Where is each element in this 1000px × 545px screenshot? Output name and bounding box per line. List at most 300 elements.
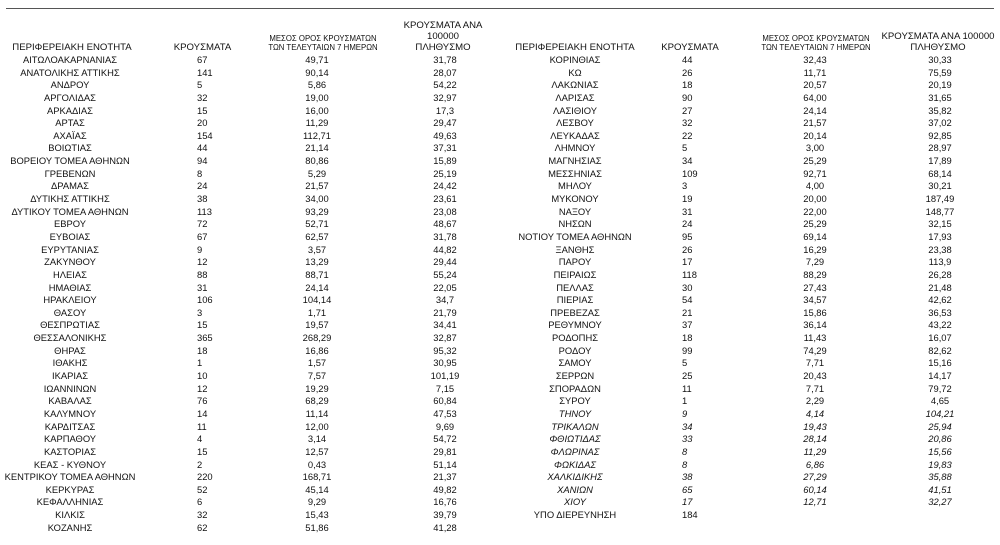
per100k-cell: 32,27 [928,496,952,508]
per100k-cell: 48,67 [433,218,457,230]
region-name-cell: ΞΑΝΘΗΣ [555,243,595,255]
avg7-cell: 19,00 [305,91,329,103]
per100k-cell: 24,42 [433,180,457,192]
per100k-cell: 28,07 [433,66,457,78]
per100k-cell: 9,69 [435,420,455,432]
per100k-cell: 82,62 [928,344,952,356]
region-name-cell: ΦΩΚΙΔΑΣ [554,458,596,470]
header-avg7-line1: ΜΕΣΟΣ ΟΡΟΣ ΚΡΟΥΣΜΑΤΩΝ [269,34,377,44]
cases-cell: 5 [682,142,688,154]
per100k-cell: 29,81 [433,445,457,457]
table-row [0,142,500,155]
table-row [500,332,1000,345]
per100k-cell: 49,82 [433,483,457,495]
table-row [0,92,500,105]
avg7-cell: 15,43 [305,509,329,521]
cases-cell: 11 [197,420,207,432]
avg7-cell: 168,71 [302,471,332,483]
avg7-cell: 16,29 [803,243,827,255]
table-row [0,180,500,193]
region-name-cell: ΚΩ [568,66,582,78]
region-name-cell: ΔΥΤΙΚΗΣ ΑΤΤΙΚΗΣ [30,193,110,205]
table-row [500,117,1000,130]
table-row [500,130,1000,143]
per100k-cell: 41,51 [928,483,952,495]
avg7-cell: 21,57 [305,180,329,192]
per100k-cell: 37,31 [433,142,457,154]
region-name-cell: ΚΟΡΙΝΘΙΑΣ [549,54,601,65]
avg7-cell: 20,14 [803,129,827,141]
region-name-cell: ΚΕΑΣ - ΚΥΘΝΟΥ [33,458,107,470]
per100k-cell: 49,63 [433,129,457,141]
region-name-cell: ΜΑΓΝΗΣΙΑΣ [548,155,602,167]
avg7-cell: 36,14 [803,319,827,331]
region-name-cell: ΧΙΟΥ [564,496,586,508]
per100k-cell: 31,65 [928,91,952,103]
table-row [0,231,500,244]
cases-cell: 5 [197,79,203,91]
region-name-cell: ΚΑΡΠΑΘΟΥ [43,433,97,445]
avg7-cell: 7,71 [805,382,825,394]
cases-cell: 34 [682,420,693,432]
avg7-cell: 11,29 [305,117,329,129]
per100k-cell: 95,32 [433,344,457,356]
cases-cell: 90 [682,91,693,103]
cases-table-grid [0,19,1000,542]
avg7-cell: 32,43 [803,54,827,65]
table-row [0,433,500,446]
region-name-cell: ΘΕΣΠΡΩΤΙΑΣ [40,319,100,331]
avg7-cell: 60,14 [803,483,827,495]
avg7-cell: 19,29 [305,382,329,394]
cases-cell: 67 [197,230,208,242]
region-name-cell: ΔΥΤΙΚΟΥ ΤΟΜΕΑ ΑΘΗΝΩΝ [11,205,129,217]
avg7-cell: 5,29 [307,167,327,179]
per100k-cell: 16,76 [433,496,457,508]
region-name-cell: ΝΑΞΟΥ [558,205,592,217]
avg7-cell: 12,00 [305,420,329,432]
avg7-cell: 68,29 [305,395,329,407]
per100k-cell: 32,87 [433,332,457,344]
avg7-cell: 92,71 [803,167,827,179]
table-row [0,357,500,370]
per100k-cell: 101,19 [430,370,460,382]
avg7-cell: 12,71 [803,496,827,508]
region-name-cell: ΘΑΣΟΥ [53,306,87,318]
table-row [0,193,500,206]
table-row [0,54,500,67]
per100k-cell: 15,56 [928,445,952,457]
cases-cell: 17 [682,496,693,508]
header-avg7-line1: ΜΕΣΟΣ ΟΡΟΣ ΚΡΟΥΣΜΑΤΩΝ [762,34,870,44]
cases-cell: 365 [197,332,213,344]
per100k-cell: 187,49 [925,193,955,205]
cases-cell: 2 [197,458,203,470]
cases-cell: 24 [197,180,208,192]
header-avg7-line2: ΤΩΝ ΤΕΛΕΥΤΑΙΩΝ 7 ΗΜΕΡΩΝ [761,43,871,53]
avg7-cell: 12,57 [305,445,329,457]
table-row [500,471,1000,484]
cases-cell: 67 [197,54,208,65]
avg7-cell: 88,29 [803,268,827,280]
header-per100k [878,31,998,53]
avg7-cell: 25,29 [803,155,827,167]
avg7-cell: 11,43 [803,332,827,344]
avg7-cell: 1,71 [307,306,327,318]
per100k-cell: 4,65 [930,395,950,407]
avg7-cell: 90,14 [305,66,329,78]
table-row [500,168,1000,181]
region-name-cell: ΛΑΚΩΝΙΑΣ [551,79,599,91]
region-name-cell: ΗΜΑΘΙΑΣ [48,281,92,293]
avg7-cell: 34,57 [803,294,827,306]
region-name-cell: ΑΝΑΤΟΛΙΚΗΣ ΑΤΤΙΚΗΣ [20,66,120,78]
per100k-cell: 20,86 [928,433,952,445]
cases-cell: 38 [682,471,693,483]
table-row [0,421,500,434]
per100k-cell: 32,15 [928,218,952,230]
cases-cell: 6 [197,496,203,508]
per100k-cell: 25,19 [433,167,457,179]
avg7-cell: 112,71 [303,129,331,141]
table-row [0,67,500,80]
cases-cell: 20 [197,117,208,129]
region-name-cell: ΠΑΡΟΥ [558,256,592,268]
cases-cell: 118 [682,268,697,280]
per100k-cell: 15,89 [433,155,457,167]
region-name-cell: ΚΑΡΔΙΤΣΑΣ [44,420,96,432]
per100k-cell: 41,28 [433,521,457,533]
avg7-cell: 21,14 [305,142,329,154]
per100k-cell: 36,53 [928,306,952,318]
table-row [500,496,1000,509]
per100k-cell: 47,53 [433,407,457,419]
region-name-cell: ΝΟΤΙΟΥ ΤΟΜΕΑ ΑΘΗΝΩΝ [518,230,632,242]
per100k-cell: 60,84 [433,395,457,407]
region-name-cell: ΠΡΕΒΕΖΑΣ [550,306,600,318]
table-row [500,92,1000,105]
table-row [500,206,1000,219]
region-name-cell: ΕΥΒΟΙΑΣ [49,230,91,242]
right-table [500,22,1000,522]
region-name-cell: ΛΕΣΒΟΥ [556,117,594,129]
header-per100k-line1: ΚΡΟΥΣΜΑΤΑ ΑΝΑ 100000 [403,19,483,42]
header-cases: ΚΡΟΥΣΜΑΤΑ [661,41,719,53]
region-name-cell: ΚΕΦΑΛΛΗΝΙΑΣ [36,496,104,508]
per100k-cell: 113,9 [928,256,952,268]
region-name-cell: ΗΡΑΚΛΕΙΟΥ [43,294,97,306]
region-name-cell: ΛΑΡΙΣΑΣ [555,91,595,103]
avg7-cell: 20,57 [803,79,827,91]
cases-cell: 34 [682,155,693,167]
table-row [500,370,1000,383]
header-avg7 [258,35,388,53]
cases-cell: 19 [682,193,693,205]
table-row [500,459,1000,472]
region-name-cell: ΚΑΒΑΛΑΣ [48,395,92,407]
avg7-cell: 49,71 [305,54,329,65]
table-row [0,319,500,332]
region-name-cell: ΥΠΟ ΔΙΕΡΕΥΝΗΣΗ [533,509,617,521]
region-name-cell: ΦΘΙΩΤΙΔΑΣ [549,433,601,445]
table-row [0,282,500,295]
region-name-cell: ΡΟΔΟΠΗΣ [551,332,599,344]
region-name-cell: ΚΑΣΤΟΡΙΑΣ [43,445,97,457]
avg7-cell: 34,00 [305,193,329,205]
table-row [0,218,500,231]
cases-cell: 12 [197,382,208,394]
table-row [500,269,1000,282]
cases-cell: 18 [682,79,693,91]
avg7-cell: 24,14 [305,281,329,293]
region-name-cell: ΙΘΑΚΗΣ [52,357,88,369]
cases-cell: 31 [682,205,693,217]
per100k-cell: 68,14 [928,167,952,179]
header-cases: ΚΡΟΥΣΜΑΤΑ [173,41,232,53]
region-name-cell: ΛΑΣΙΘΙΟΥ [552,104,598,116]
avg7-cell: 2,29 [805,395,825,407]
table-row [500,231,1000,244]
per100k-cell: 17,89 [928,155,952,167]
cases-cell: 94 [197,155,208,167]
avg7-cell: 20,00 [803,193,827,205]
cases-cell: 8 [682,445,688,457]
region-name-cell: ΓΡΕΒΕΝΩΝ [44,167,96,179]
region-name-cell: ΔΡΑΜΑΣ [51,180,89,192]
avg7-cell: 25,29 [803,218,827,230]
avg7-cell: 104,14 [302,294,332,306]
region-name-cell: ΘΕΣΣΑΛΟΝΙΚΗΣ [33,332,107,344]
cases-cell: 9 [197,243,203,255]
region-name-cell: ΚΟΖΑΝΗΣ [47,521,93,533]
table-row [500,484,1000,497]
per100k-cell: 31,78 [433,54,457,65]
per100k-cell: 54,22 [433,79,457,91]
table-row [0,370,500,383]
header-per100k [388,20,498,53]
cases-cell: 33 [682,433,693,445]
avg7-cell: 19,43 [803,420,827,432]
per100k-cell: 7,15 [435,382,455,394]
cases-cell: 21 [682,306,693,318]
per100k-cell: 104,21 [925,407,955,419]
table-row [0,471,500,484]
per100k-cell: 21,48 [928,281,952,293]
avg7-cell: 3,14 [307,433,327,445]
region-name-cell: ΚΕΡΚΥΡΑΣ [45,483,95,495]
per100k-cell: 55,24 [433,268,457,280]
table-row [0,168,500,181]
cases-cell: 54 [682,294,693,306]
table-row [0,484,500,497]
avg7-cell: 21,57 [803,117,827,129]
left-table [0,19,500,534]
avg7-cell: 1,57 [307,357,327,369]
region-name-cell: ΚΑΛΥΜΝΟΥ [43,407,97,419]
region-name-cell: ΣΑΜΟΥ [558,357,592,369]
table-row [0,294,500,307]
cases-cell: 4 [197,433,203,445]
region-name-cell: ΚΙΛΚΙΣ [55,509,85,521]
table-row [500,155,1000,168]
per100k-cell: 17,3 [435,104,455,116]
top-border-line [6,8,994,9]
per100k-cell: 23,61 [433,193,457,205]
avg7-cell: 27,29 [803,471,827,483]
table-row [500,294,1000,307]
avg7-cell: 7,71 [805,357,825,369]
avg7-cell: 3,57 [307,243,327,255]
region-name-cell: ΒΟΙΩΤΙΑΣ [48,142,92,154]
per100k-cell: 29,47 [433,117,457,129]
per100k-cell: 30,33 [928,54,952,65]
table-row [0,459,500,472]
avg7-cell: 27,43 [803,281,827,293]
cases-cell: 141 [197,66,213,78]
header-per100k-line1: ΚΡΟΥΣΜΑΤΑ ΑΝΑ 100000 [881,30,995,42]
cases-cell: 62 [197,521,208,533]
cases-cell: 32 [197,91,208,103]
region-name-cell: ΦΛΩΡΙΝΑΣ [550,445,600,457]
header-region: ΠΕΡΙΦΕΡΕΙΑΚΗ ΕΝΟΤΗΤΑ [12,41,132,53]
avg7-cell: 51,86 [305,521,329,533]
per100k-cell: 35,82 [928,104,952,116]
cases-cell: 1 [197,357,203,369]
cases-cell: 76 [197,395,208,407]
cases-cell: 27 [682,104,693,116]
region-name-cell: ΙΚΑΡΙΑΣ [51,370,89,382]
table-row [0,395,500,408]
table-row [500,307,1000,320]
cases-cell: 72 [197,218,208,230]
cases-cell: 5 [682,357,688,369]
cases-cell: 65 [682,483,693,495]
per100k-cell: 28,97 [928,142,952,154]
cases-cell: 14 [197,407,208,419]
region-name-cell: ΑΡΚΑΔΙΑΣ [47,104,93,116]
header-region: ΠΕΡΙΦΕΡΕΙΑΚΗ ΕΝΟΤΗΤΑ [515,41,635,53]
avg7-cell: 74,29 [803,344,827,356]
region-name-cell: ΕΒΡΟΥ [53,218,86,230]
table-row [500,509,1000,522]
avg7-cell: 93,29 [305,205,329,217]
table-row [0,509,500,522]
avg7-cell: 268,29 [302,332,332,344]
region-name-cell: ΤΗΝΟΥ [558,407,592,419]
cases-cell: 18 [197,344,208,356]
region-name-cell: ΜΥΚΟΝΟΥ [551,193,599,205]
per100k-cell: 14,17 [928,370,952,382]
per100k-cell: 51,14 [433,458,457,470]
per100k-cell: 22,05 [433,281,457,293]
region-name-cell: ΑΝΔΡΟΥ [50,79,90,91]
header-avg7 [755,35,877,53]
left-table-header [0,19,500,54]
avg7-cell: 11,14 [305,407,329,419]
region-name-cell: ΣΕΡΡΩΝ [555,370,595,382]
region-name-cell: ΣΥΡΟΥ [559,395,591,407]
per100k-cell: 20,19 [928,79,952,91]
cases-cell: 15 [197,445,208,457]
avg7-cell: 4,00 [805,180,825,192]
region-name-cell: ΑΡΤΑΣ [55,117,85,129]
cases-cell: 18 [682,332,693,344]
cases-cell: 31 [197,281,208,293]
table-row [500,383,1000,396]
table-row [500,319,1000,332]
per100k-cell: 30,21 [928,180,952,192]
table-row [500,105,1000,118]
per100k-cell: 16,07 [928,332,952,344]
region-name-cell: ΡΕΘΥΜΝΟΥ [548,319,602,331]
per100k-cell: 75,59 [928,66,952,78]
per100k-cell: 42,62 [928,294,952,306]
region-name-cell: ΑΙΤΩΛΟΑΚΑΡΝΑΝΙΑΣ [22,54,118,65]
table-row [0,383,500,396]
left-table-rows [0,54,500,534]
avg7-cell: 24,14 [803,104,827,116]
per100k-cell: 43,22 [928,319,952,331]
per100k-cell: 29,44 [433,256,457,268]
per100k-cell: 25,94 [928,420,952,432]
table-row [500,180,1000,193]
region-name-cell: ΒΟΡΕΙΟΥ ΤΟΜΕΑ ΑΘΗΝΩΝ [10,155,130,167]
region-name-cell: ΗΛΕΙΑΣ [53,268,87,280]
cases-cell: 106 [197,294,213,306]
avg7-cell: 7,57 [307,370,327,382]
table-row [0,332,500,345]
cases-cell: 32 [197,509,208,521]
cases-cell: 52 [197,483,208,495]
per100k-cell: 31,78 [433,230,457,242]
table-row [0,155,500,168]
table-row [500,282,1000,295]
table-row [0,105,500,118]
table-row [0,408,500,421]
table-row [0,256,500,269]
table-row [0,244,500,257]
avg7-cell: 80,86 [305,155,329,167]
avg7-cell: 52,71 [305,218,329,230]
avg7-cell: 4,14 [805,407,825,419]
region-name-cell: ΘΗΡΑΣ [54,344,86,356]
per100k-cell: 30,95 [433,357,457,369]
region-name-cell: ΑΡΓΟΛΙΔΑΣ [44,91,96,103]
table-row [500,357,1000,370]
cases-cell: 44 [682,54,693,65]
cases-cell: 32 [682,117,693,129]
region-name-cell: ΚΕΝΤΡΙΚΟΥ ΤΟΜΕΑ ΑΘΗΝΩΝ [4,471,136,483]
right-table-header [500,22,1000,54]
per100k-cell: 35,88 [928,471,952,483]
avg7-cell: 69,14 [803,230,827,242]
region-name-cell: ΠΕΛΛΑΣ [556,281,594,293]
table-row [500,79,1000,92]
avg7-cell: 62,57 [305,230,329,242]
per100k-cell: 21,37 [433,471,457,483]
cases-cell: 10 [197,370,208,382]
per100k-cell: 15,16 [928,357,952,369]
avg7-cell: 9,29 [307,496,327,508]
region-name-cell: ΠΕΙΡΑΙΩΣ [553,268,597,280]
region-name-cell: ΙΩΑΝΝΙΝΩΝ [43,382,97,394]
region-name-cell: ΠΙΕΡΙΑΣ [556,294,594,306]
cases-cell: 44 [197,142,208,154]
cases-cell: 25 [682,370,693,382]
avg7-cell: 15,86 [803,306,827,318]
cases-cell: 154 [197,129,213,141]
right-table-rows [500,54,1000,522]
